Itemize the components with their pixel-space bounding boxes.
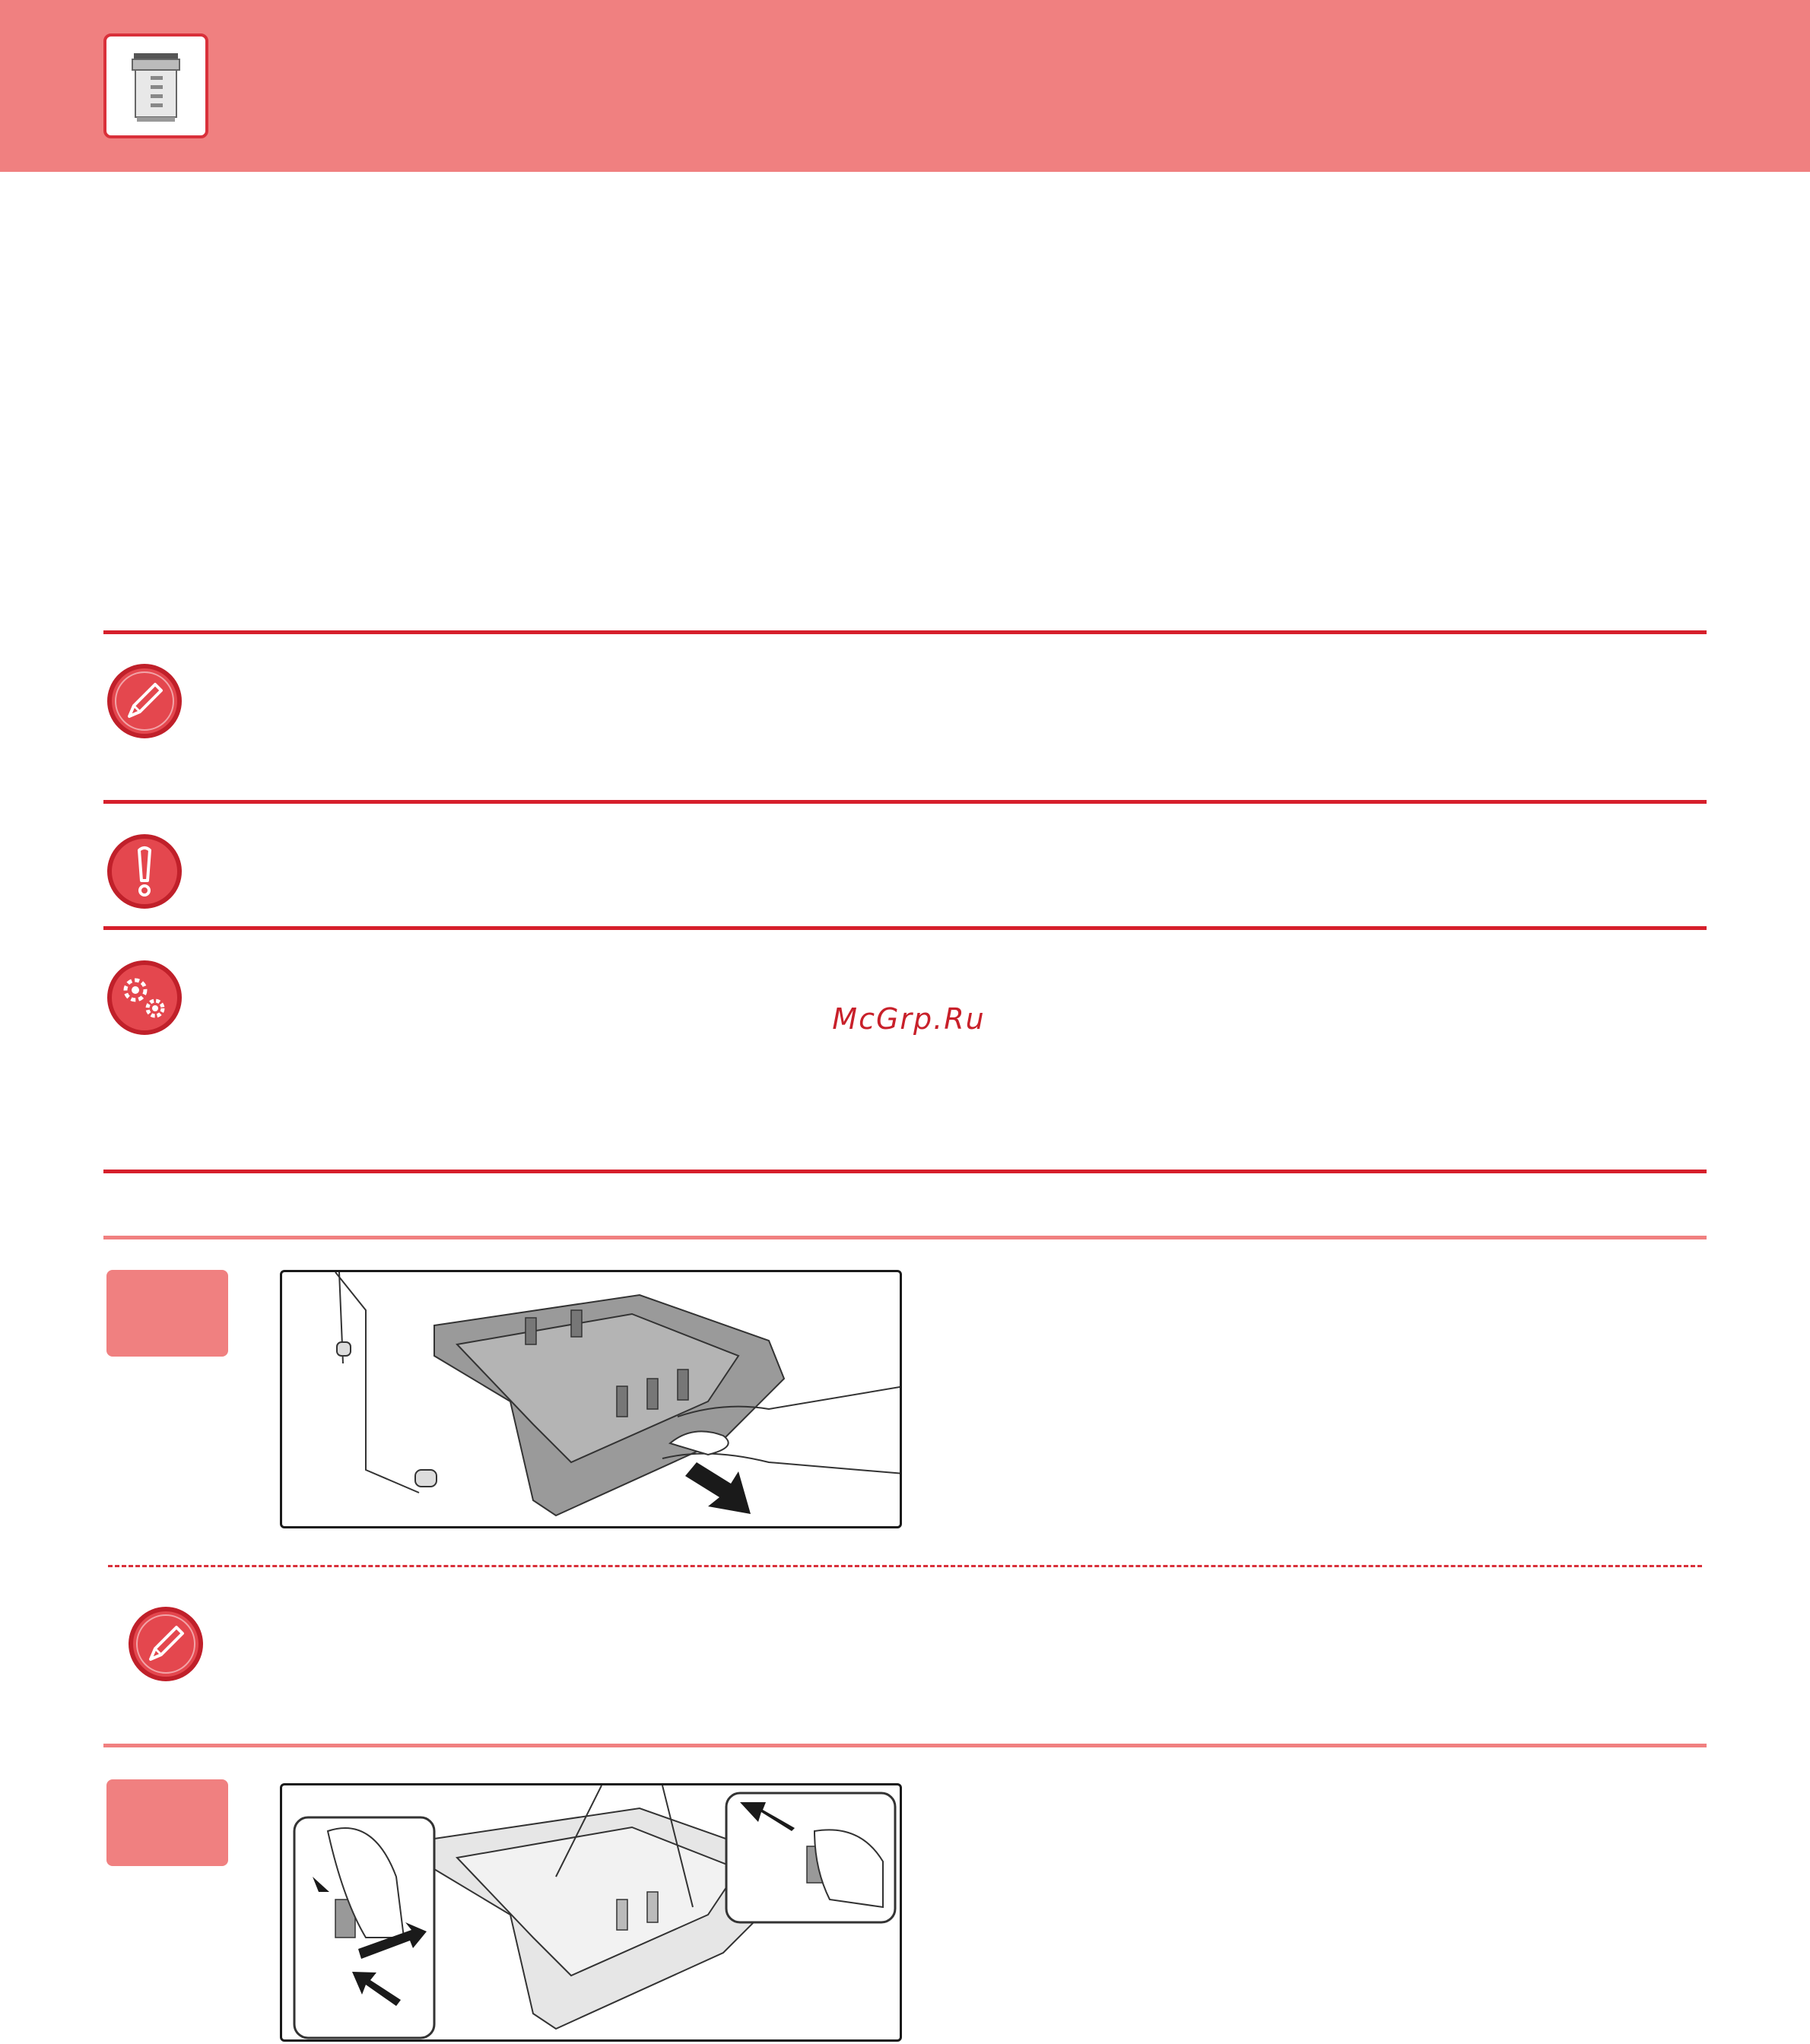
adjust-tray-guides-illustration: [280, 1783, 902, 2042]
step-divider: [103, 1236, 1707, 1239]
exclamation-caution-icon: [106, 833, 183, 909]
pencil-note-icon: [106, 663, 183, 739]
section-rule: [103, 1170, 1707, 1173]
section-rule: [103, 800, 1707, 804]
multifunction-printer-icon: [103, 33, 208, 138]
section-rule: [103, 926, 1707, 930]
section-rule: [103, 630, 1707, 634]
step-2-box: [106, 1779, 228, 1866]
pull-out-paper-tray-illustration: [280, 1270, 902, 1528]
pencil-note-icon: [128, 1606, 204, 1682]
header-band: [0, 0, 1810, 172]
dashed-separator: [108, 1565, 1702, 1567]
step-divider: [103, 1744, 1707, 1747]
gears-settings-icon: [106, 960, 183, 1036]
step-1-box: [106, 1270, 228, 1357]
watermark-text[interactable]: McGrp.Ru: [832, 1002, 986, 1036]
